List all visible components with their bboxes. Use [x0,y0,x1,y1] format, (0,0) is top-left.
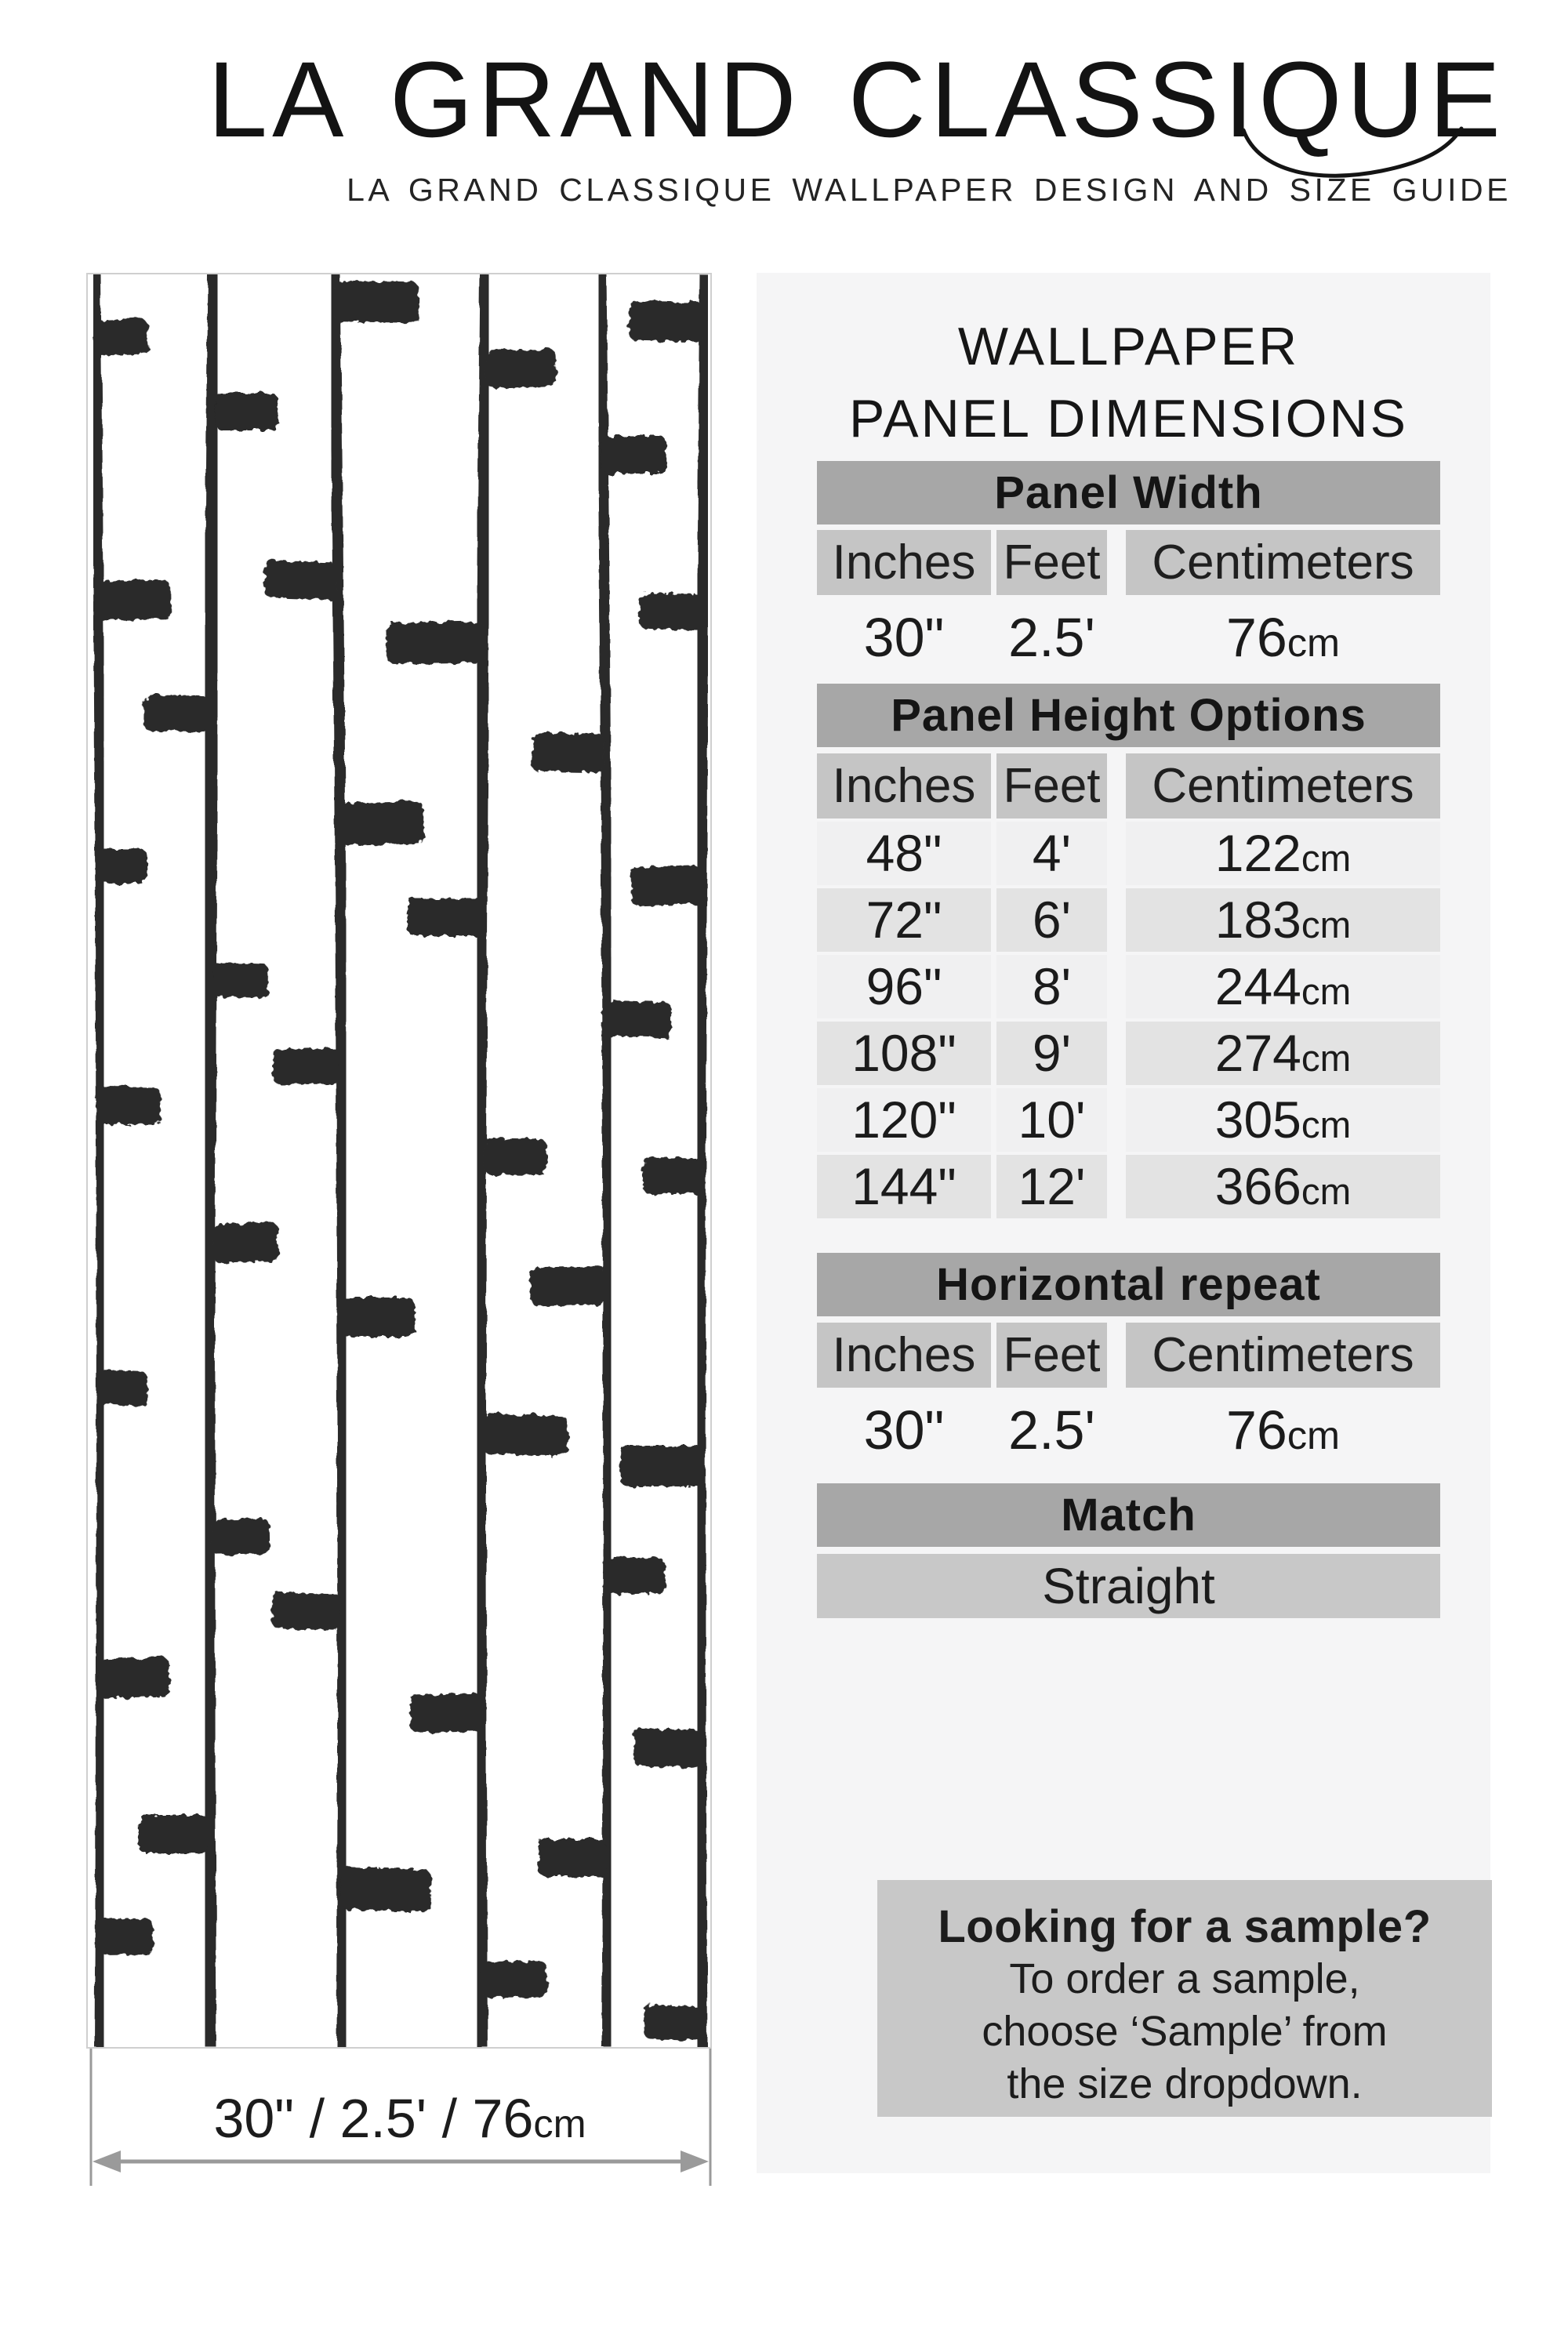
sample-text-line: To order a sample, [1009,1955,1360,2002]
panel-title [817,310,1440,455]
match-value: Straight [817,1554,1440,1618]
height-feet: 4' [996,822,1107,885]
wallpaper-pattern-preview [86,273,712,2049]
column-header-centimeters: Centimeters [1126,530,1440,595]
table-row [817,1088,1440,1152]
height-cm: 122cm [1126,822,1440,885]
dimension-label-value: 30" / 2.5' / 76 [213,2088,534,2149]
column-header-centimeters: Centimeters [1126,753,1440,818]
height-inches: 144" [817,1155,991,1218]
horizontal-repeat-cm: 76cm [1225,1399,1341,1461]
height-cm: 305cm [1126,1088,1440,1152]
height-cm: 366cm [1126,1155,1440,1218]
table-row [817,1022,1440,1085]
height-inches: 96" [817,955,991,1018]
panel-height-heading: Panel Height Options [817,684,1440,747]
panel-width-cm: 76cm [1225,607,1341,668]
sample-text-line: choose ‘Sample’ from [982,2008,1388,2055]
height-inches: 120" [817,1088,991,1152]
panel-width-values [817,601,1440,674]
table-row [817,888,1440,952]
height-inches: 108" [817,1022,991,1085]
table-row [817,955,1440,1018]
height-feet: 6' [996,888,1107,952]
match-heading: Match [817,1483,1440,1547]
height-feet: 12' [996,1155,1107,1218]
column-header-inches: Inches [817,530,991,595]
panel-width-column-headers [817,530,1440,595]
height-inches: 48" [817,822,991,885]
height-feet: 10' [996,1088,1107,1152]
height-feet: 8' [996,955,1107,1018]
height-inches: 72" [817,888,991,952]
column-header-inches: Inches [817,1323,991,1388]
sample-info-box [877,1880,1492,2117]
column-header-inches: Inches [817,753,991,818]
panel-height-column-headers [817,753,1440,818]
brand-subtitle: LA GRAND CLASSIQUE WALLPAPER DESIGN AND SIZE GUIDE [347,172,1512,208]
sample-heading: Looking for a sample? [938,1901,1432,1952]
column-header-feet: Feet [996,530,1107,595]
height-cm: 183cm [1126,888,1440,952]
horizontal-repeat-heading: Horizontal repeat [817,1253,1440,1316]
table-row [817,822,1440,885]
panel-width-inches: 30" [863,607,945,668]
brand-title: LA GRAND CLASSIQUE [207,40,1505,160]
wallpaper-pattern-svg [88,274,710,2047]
table-row [817,1155,1440,1218]
horizontal-repeat-values [817,1394,1440,1467]
horizontal-repeat-column-headers [817,1323,1440,1388]
column-header-feet: Feet [996,753,1107,818]
panel-title-line1: WALLPAPER [957,317,1300,376]
height-cm: 244cm [1126,955,1440,1018]
panel-width-dimension-label [125,2087,674,2150]
panel-width-heading: Panel Width [817,461,1440,524]
pattern-generated-group [94,274,706,2047]
horizontal-repeat-feet: 2.5' [1008,1399,1095,1461]
dimension-label-unit: cm [533,2101,586,2146]
column-header-centimeters: Centimeters [1126,1323,1440,1388]
sample-text-line: the size dropdown. [1007,2060,1363,2107]
horizontal-repeat-inches: 30" [863,1399,945,1461]
dimensions-panel [757,273,1490,2173]
panel-title-line2: PANEL DIMENSIONS [848,389,1409,448]
height-feet: 9' [996,1022,1107,1085]
panel-width-feet: 2.5' [1008,607,1095,668]
column-header-feet: Feet [996,1323,1107,1388]
height-cm: 274cm [1126,1022,1440,1085]
